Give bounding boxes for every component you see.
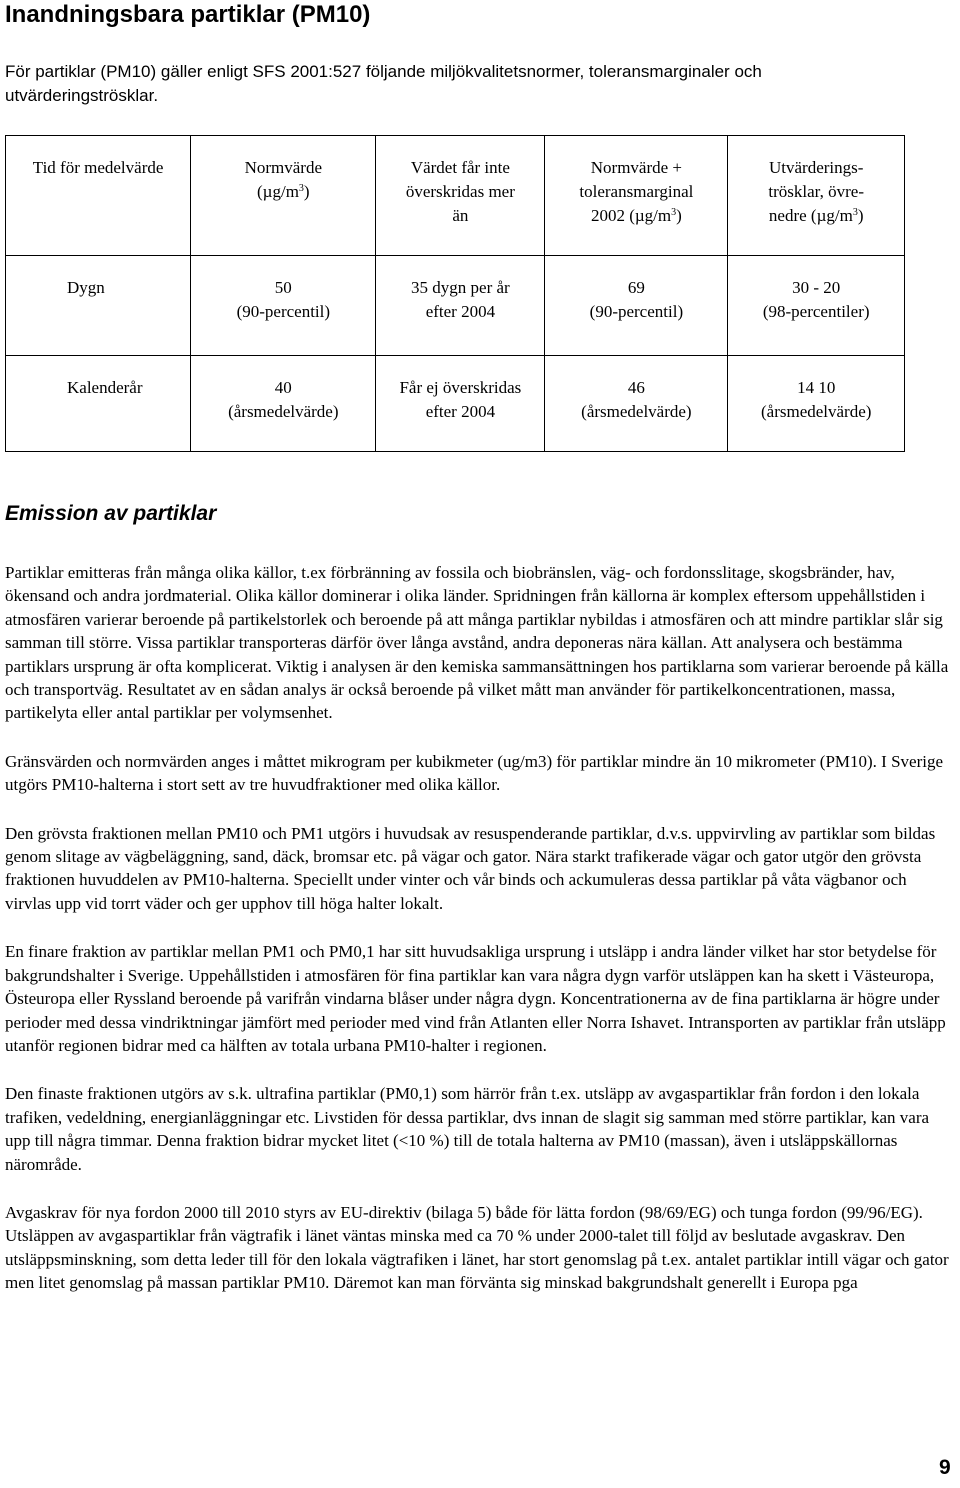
table-header-row <box>6 136 905 256</box>
body-paragraph: Den finaste fraktionen utgörs av s.k. ultrafina partiklar (PM0,1) som härrör från t.ex. utsläpp av avgaspartiklar från fordon i den lokala trafiken, vedeldning, energianläggningar etc. Livstiden för dessa partiklar, dvs innan de slagit sig samman med större partiklar, kan vara upp till några timmar. Denna fraktion bidrar mycket litet (<10 %) till de totala halterna av PM10 (massan), även i utsläppskällornas närområde. <box>5 1084 930 1174</box>
body-paragraph: Partiklar emitteras från många olika källor, t.ex förbränning av fossila och biobränslen, väg- och fordonsslitage, skogsbränder, hav, ökensand och andra jordmaterial. Olika källor dominerar i olika länder. Spridningen från källorna är komplex eftersom uppehållstiden i atmosfären varierar beroende på partikelstorlek och beroende på att många partiklar nybildas i atmosfären och att mindre partiklar slår sig samman till större. Vissa partiklar transporteras därför över långa avstånd, andra deponeras nära källan. Att analysera och bestämma partiklars ursprung är ofta komplicerat. Viktig i analysen är den kemiska sammansättningen hos partiklarna som varierar beroende på källa och transportväg. Resultatet av en sådan analys är också beroende på vilket mått man använder för partikelkoncentrationen, massa, partikelyta eller antal partiklar per volymsenhet. <box>5 563 949 723</box>
cell-norm: 40 (årsmedelvärde) <box>191 356 376 452</box>
cell-margin: 46 (årsmedelvärde) <box>545 356 728 452</box>
table-row <box>6 256 905 356</box>
cell-period: Dygn <box>6 256 191 356</box>
body-text <box>5 561 950 1320</box>
cell-period: Kalenderår <box>6 356 191 452</box>
body-paragraph: En finare fraktion av partiklar mellan PM1 och PM0,1 har sitt huvudsakliga ursprung i utsläpp i andra länder vilket har stor betydelse för bakgrundshalter i Sverige. Uppehållstiden i atmosfären för fina partiklar kan vara några dygn varför utsläppen kan ha skett i Västeuropa, Östeuropa eller Ryssland beroende på varifrån vindarna blåser under några dygn. Koncentrationerna av de fina partiklarna är högre under perioder med dessa vindriktningar jämfört med perioder med vind från Atlanten eller Norra Ishavet. Intransporten av partiklar från utsläpp utanför regionen bidrar med ca hälften av totala urbana PM10-halter i regionen. <box>5 942 946 1055</box>
body-paragraph: Den grövsta fraktionen mellan PM10 och PM1 utgörs i huvudsak av resuspenderande partiklar, d.v.s. uppvirvling av partiklar som bildas genom slitage av vägbeläggning, sand, däck, bromsar etc. på vägar och gator. Nära starkt trafikerade vägar och gator utgör den grövsta fraktionen huvuddelen av PM10-halterna. Speciellt under vinter och vår binds och ackumuleras dessa partiklar på våta vägbanor och virvlas upp vid torrt väder och ger upphov till höga halter lokalt. <box>5 823 936 913</box>
body-paragraph: Gränsvärden och normvärden anges i måttet mikrogram per kubikmeter (ug/m3) för partiklar mindre än 10 mikrometer (PM10). I Sverige utgörs PM10-halterna i stort sett av tre huvudfraktioner med olika källor. <box>5 751 944 795</box>
cell-thresholds: 30 - 20 (98-percentiler) <box>728 256 905 356</box>
page-title: Inandningsbara partiklar (PM10) <box>5 1 371 28</box>
header-assessment-thresholds: Utvärderings- trösklar, övre- nedre $(\mu g/m^3)$ <box>728 136 905 256</box>
section-title: Emission av partiklar <box>5 502 217 525</box>
intro-paragraph: För partiklar (PM10) gäller enligt SFS 2001:527 följande miljökvalitetsnormer, toleransmarginaler och utvärderingströsklar. <box>5 62 762 105</box>
cell-norm: 50 (90-percentil) <box>191 256 376 356</box>
header-norm-plus-margin: Normvärde + toleransmarginal 2002 $(\mu g/m^3)$ <box>545 136 728 256</box>
header-exceedance: Värdet får inte överskridas mer än <box>376 136 545 256</box>
cell-exceed: Får ej överskridas efter 2004 <box>376 356 545 452</box>
cell-exceed: 35 dygn per år efter 2004 <box>376 256 545 356</box>
limit-values-table <box>5 135 905 452</box>
header-averaging-time: Tid för medelvärde <box>6 136 191 256</box>
header-norm-value: Normvärde $(\mu g/m^3)$ <box>191 136 376 256</box>
body-paragraph: Avgaskrav för nya fordon 2000 till 2010 styrs av EU-direktiv (bilaga 5) både för lätta fordon (98/69/EG) och tunga fordon (99/96/EG). Utsläppen av avgaspartiklar från vägtrafik i länet väntas minska med ca 70 % under 2000-talet till följd av beslutade avgaskrav. Den utsläppsminskning, som detta leder till för den lokala vägtrafiken i länet, har stort genomslag på t.ex. antalet partiklar intill vägar och gator men litet genomslag på massan partiklar PM10. Däremot kan man förvänta sig minskad bakgrundshalt generellt i Europa pga <box>5 1202 949 1293</box>
page-number: 9 <box>939 1456 951 1479</box>
table-row <box>6 356 905 452</box>
cell-margin: 69 (90-percentil) <box>545 256 728 356</box>
cell-thresholds: 14 10 (årsmedelvärde) <box>728 356 905 452</box>
